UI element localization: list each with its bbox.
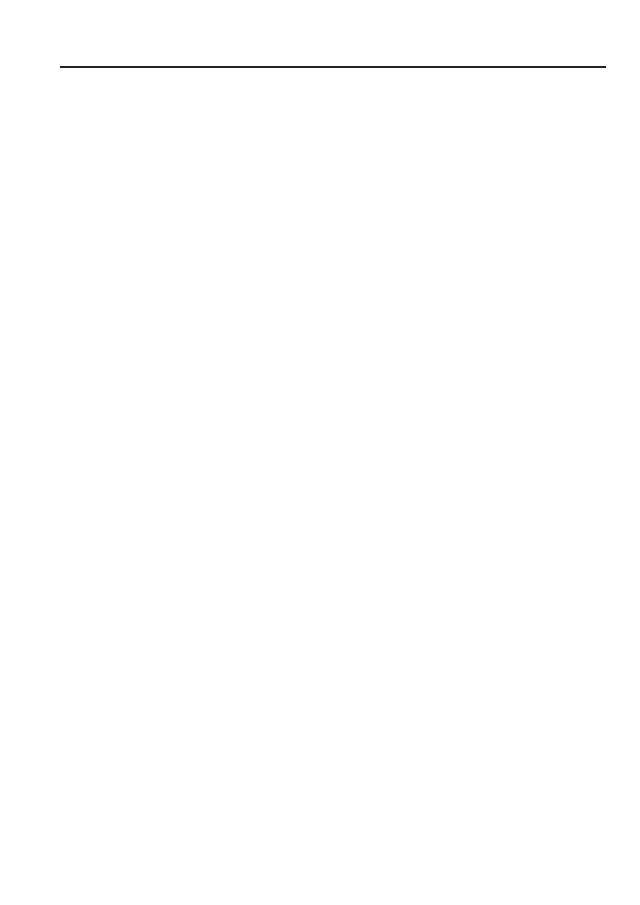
offices-table-body [61,67,606,68]
row-number-cell [61,67,90,68]
contact-info-cell [313,67,606,68]
table-row-continuation [61,67,606,68]
offices-table [60,66,606,68]
org-cell [90,67,313,68]
